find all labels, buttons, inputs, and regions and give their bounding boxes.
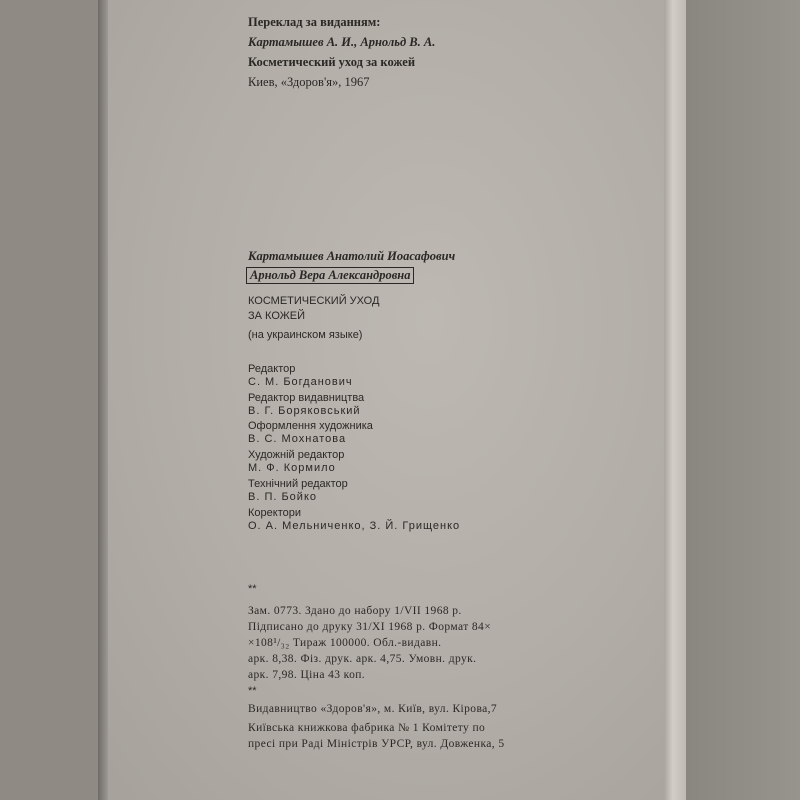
- imprint-line: арк. 8,38. Фіз. друк. арк. 4,75. Умовн. друк.: [248, 653, 477, 665]
- author-2: Арнольд Вера Александровна: [246, 267, 414, 284]
- credit-role: Оформлення художника: [248, 420, 373, 432]
- author-1: Картамышев Анатолий Иоасафович: [248, 249, 456, 263]
- separator: **: [248, 685, 257, 697]
- credit-role: Коректори: [248, 507, 301, 519]
- credit-role: Редактор: [248, 363, 296, 375]
- credit-name: О. А. Мельниченко, З. Й. Грищенко: [248, 520, 461, 532]
- credit-name: М. Ф. Кормило: [248, 462, 336, 474]
- translation-label: Переклад за виданням:: [248, 15, 381, 29]
- credit-name: В. С. Мохнатова: [248, 433, 347, 445]
- printer-line: пресі при Раді Міністрів УРСР, вул. Довженка, 5: [248, 738, 505, 750]
- book-page: [98, 0, 700, 800]
- original-title: Косметический уход за кожей: [248, 55, 416, 69]
- credit-name: В. П. Бойко: [248, 491, 318, 503]
- separator: **: [248, 583, 257, 595]
- credit-role: Технічний редактор: [248, 478, 348, 490]
- imprint-line: Підписано до друку 31/XI 1968 р. Формат 84×: [248, 621, 492, 633]
- language-note: (на украинском языке): [248, 329, 363, 341]
- imprint-line: ×108¹/₃₂ Тираж 100000. Обл.-видавн.: [248, 637, 442, 649]
- book-title-line1: КОСМЕТИЧЕСКИЙ УХОД: [248, 295, 380, 307]
- book-spine-shadow: [98, 0, 108, 800]
- original-authors: Картамышев А. И., Арнольд В. А.: [248, 35, 436, 49]
- credit-name: В. Г. Боряковський: [248, 405, 361, 417]
- publisher-line: Видавництво «Здоров'я», м. Київ, вул. Кірова,7: [248, 703, 498, 715]
- imprint-line: Зам. 0773. Здано до набору 1/VII 1968 р.: [248, 605, 462, 617]
- credit-name: С. М. Богданович: [248, 376, 353, 388]
- credit-role: Редактор видавництва: [248, 392, 365, 404]
- page-edge: [664, 0, 686, 800]
- imprint-line: арк. 7,98. Ціна 43 коп.: [248, 669, 366, 681]
- credit-role: Художній редактор: [248, 449, 345, 461]
- book-title-line2: ЗА КОЖЕЙ: [248, 310, 306, 322]
- printer-line: Київська книжкова фабрика № 1 Комітету по: [248, 722, 486, 734]
- book-cover-edge: [686, 0, 800, 800]
- original-publisher: Киев, «Здоров'я», 1967: [248, 75, 370, 89]
